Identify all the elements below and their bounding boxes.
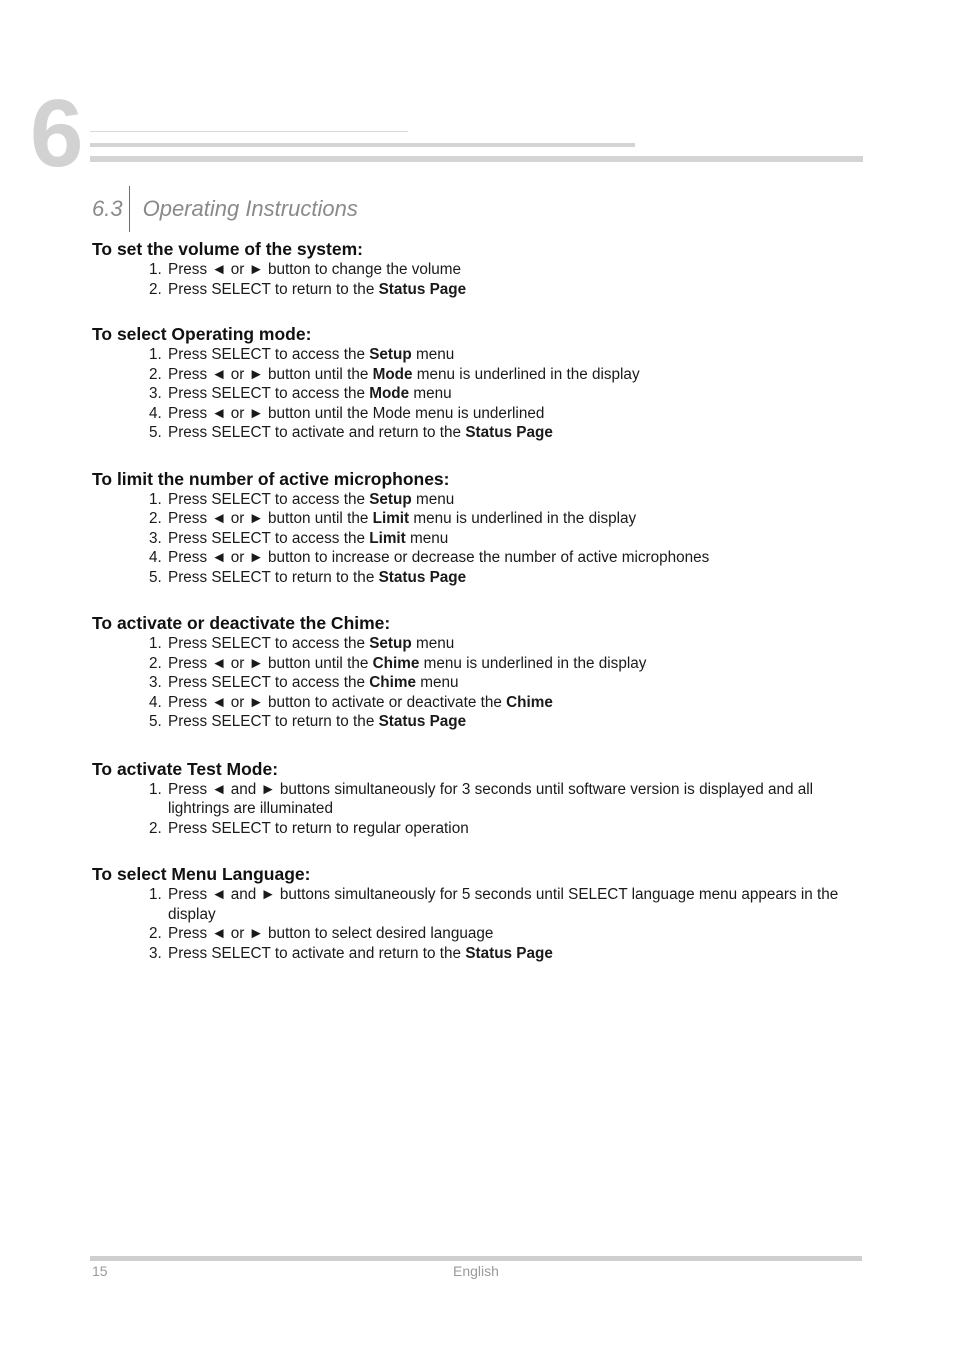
chapter-number: 6	[30, 80, 82, 187]
step-number: 4.	[149, 693, 162, 711]
block-heading: To limit the number of active microphones:	[92, 468, 450, 489]
step-number: 2.	[149, 925, 162, 942]
step-item	[92, 924, 862, 944]
step-text: Press SELECT to return to the	[168, 568, 379, 586]
step-number: 1.	[149, 780, 162, 798]
instruction-block-limit-microphones	[92, 468, 862, 588]
step-number: 1.	[149, 261, 162, 278]
step-text-bold: Limit	[372, 510, 410, 527]
step-text: Press SELECT to return to the	[168, 280, 379, 298]
step-item	[92, 404, 862, 424]
step-number: 2.	[149, 365, 162, 383]
step-text-bold: Status Page	[378, 713, 467, 730]
steps-list	[92, 260, 862, 299]
step-text-bold: Mode	[369, 385, 410, 402]
instruction-block-operating-mode	[92, 323, 862, 443]
block-heading: To activate or deactivate the Chime:	[92, 613, 391, 633]
header-rule-thick	[90, 156, 863, 162]
step-item	[92, 529, 862, 549]
step-text: Press ◄ or ► button until the Mode menu is underlined	[168, 404, 545, 422]
instruction-block-chime	[92, 612, 862, 732]
step-text: Press SELECT to access the	[168, 490, 370, 508]
instruction-block-test-mode	[92, 758, 862, 839]
step-number: 3.	[149, 674, 162, 691]
step-text: menu	[411, 490, 455, 508]
steps-list	[92, 634, 862, 732]
header-rule-thin	[90, 131, 408, 132]
section-number: 6.3	[92, 196, 123, 221]
step-text-bold: Chime	[506, 693, 553, 711]
step-text: menu	[415, 674, 459, 691]
step-number: 2.	[149, 819, 162, 837]
step-item	[92, 944, 862, 964]
steps-list	[92, 345, 862, 443]
step-number: 3.	[149, 529, 162, 547]
block-heading: To set the volume of the system:	[92, 239, 363, 259]
step-number: 3.	[149, 944, 162, 962]
step-text: Press SELECT to activate and return to the	[168, 944, 466, 962]
step-number: 2.	[149, 654, 162, 672]
step-text: Press SELECT to return to regular operation	[168, 819, 469, 837]
step-text: menu	[409, 385, 452, 402]
step-item	[92, 490, 862, 510]
block-heading: To select Operating mode:	[92, 324, 312, 344]
page-number: 15	[92, 1263, 108, 1279]
step-text: Press SELECT to access the	[168, 674, 370, 691]
step-item	[92, 365, 862, 385]
instructions-content	[92, 238, 862, 963]
step-text: Press ◄ and ► buttons simultaneously for 3 seconds until software version is displayed and all lightrings are illuminated	[168, 780, 814, 817]
step-number: 1.	[149, 886, 162, 903]
step-item	[92, 819, 862, 839]
step-text: menu	[411, 346, 455, 363]
step-text: menu is underlined in the display	[412, 365, 640, 383]
footer-language: English	[453, 1263, 499, 1279]
step-text: Press SELECT to activate and return to the	[168, 424, 466, 441]
step-text: Press SELECT to access the	[168, 346, 370, 363]
step-text: Press ◄ and ► buttons simultaneously for 5 seconds until SELECT language menu appears in the display	[168, 886, 839, 923]
step-item	[92, 634, 862, 654]
step-item	[92, 548, 862, 568]
step-number: 4.	[149, 404, 162, 422]
step-text-bold: Status Page	[378, 568, 467, 586]
step-number: 5.	[149, 713, 162, 730]
step-text-bold: Setup	[369, 346, 412, 363]
step-text-bold: Status Page	[465, 944, 553, 962]
step-text-bold: Status Page	[465, 424, 553, 441]
step-number: 1.	[149, 490, 162, 508]
step-text: Press SELECT to access the	[168, 529, 370, 547]
step-number: 4.	[149, 549, 162, 566]
section-heading	[92, 186, 358, 232]
step-item	[92, 885, 862, 924]
step-text-bold: Status Page	[378, 280, 467, 298]
step-text: Press ◄ or ► button until the	[168, 365, 373, 383]
step-text: menu is underlined in the display	[419, 654, 647, 672]
step-item	[92, 423, 862, 443]
step-number: 2.	[149, 510, 162, 527]
step-text-bold: Chime	[372, 654, 420, 672]
step-text-bold: Chime	[369, 674, 416, 691]
step-text-bold: Setup	[369, 635, 412, 652]
section-divider	[129, 186, 130, 232]
block-heading: To select Menu Language:	[92, 864, 311, 884]
step-text: Press ◄ or ► button to change the volume	[168, 261, 462, 278]
step-text: menu	[411, 635, 455, 652]
step-number: 1.	[149, 346, 162, 363]
footer-rule	[90, 1256, 862, 1261]
steps-list	[92, 885, 862, 963]
steps-list	[92, 780, 862, 839]
step-number: 5.	[149, 568, 162, 586]
instruction-block-volume	[92, 238, 862, 299]
step-text: Press SELECT to return to the	[168, 713, 379, 730]
step-text: Press SELECT to access the	[168, 635, 370, 652]
step-item	[92, 568, 862, 588]
step-number: 1.	[149, 635, 162, 652]
instruction-block-menu-language	[92, 863, 862, 963]
step-item	[92, 260, 862, 280]
step-item	[92, 712, 862, 732]
step-number: 5.	[149, 424, 162, 441]
step-item	[92, 654, 862, 674]
step-item	[92, 280, 862, 300]
step-number: 2.	[149, 280, 162, 298]
step-text: Press SELECT to access the	[168, 385, 370, 402]
step-text-bold: Setup	[369, 490, 412, 508]
step-item	[92, 509, 862, 529]
step-text: Press ◄ or ► button to activate or deactivate the	[168, 693, 507, 711]
step-item	[92, 780, 862, 819]
step-item	[92, 384, 862, 404]
step-text: Press ◄ or ► button until the	[168, 654, 373, 672]
block-heading: To activate Test Mode:	[92, 758, 279, 779]
step-text: Press ◄ or ► button to increase or decrease the number of active microphones	[168, 549, 710, 566]
step-text: menu	[405, 529, 449, 547]
step-item	[92, 673, 862, 693]
step-item	[92, 345, 862, 365]
header-rule-medium	[90, 143, 635, 147]
step-text: Press ◄ or ► button to select desired language	[168, 925, 494, 942]
step-item	[92, 693, 862, 713]
step-number: 3.	[149, 385, 162, 402]
step-text: menu is underlined in the display	[409, 510, 637, 527]
step-text: Press ◄ or ► button until the	[168, 510, 373, 527]
section-title: Operating Instructions	[142, 196, 358, 221]
steps-list	[92, 490, 862, 588]
step-text-bold: Limit	[369, 529, 406, 547]
step-text-bold: Mode	[372, 365, 413, 383]
